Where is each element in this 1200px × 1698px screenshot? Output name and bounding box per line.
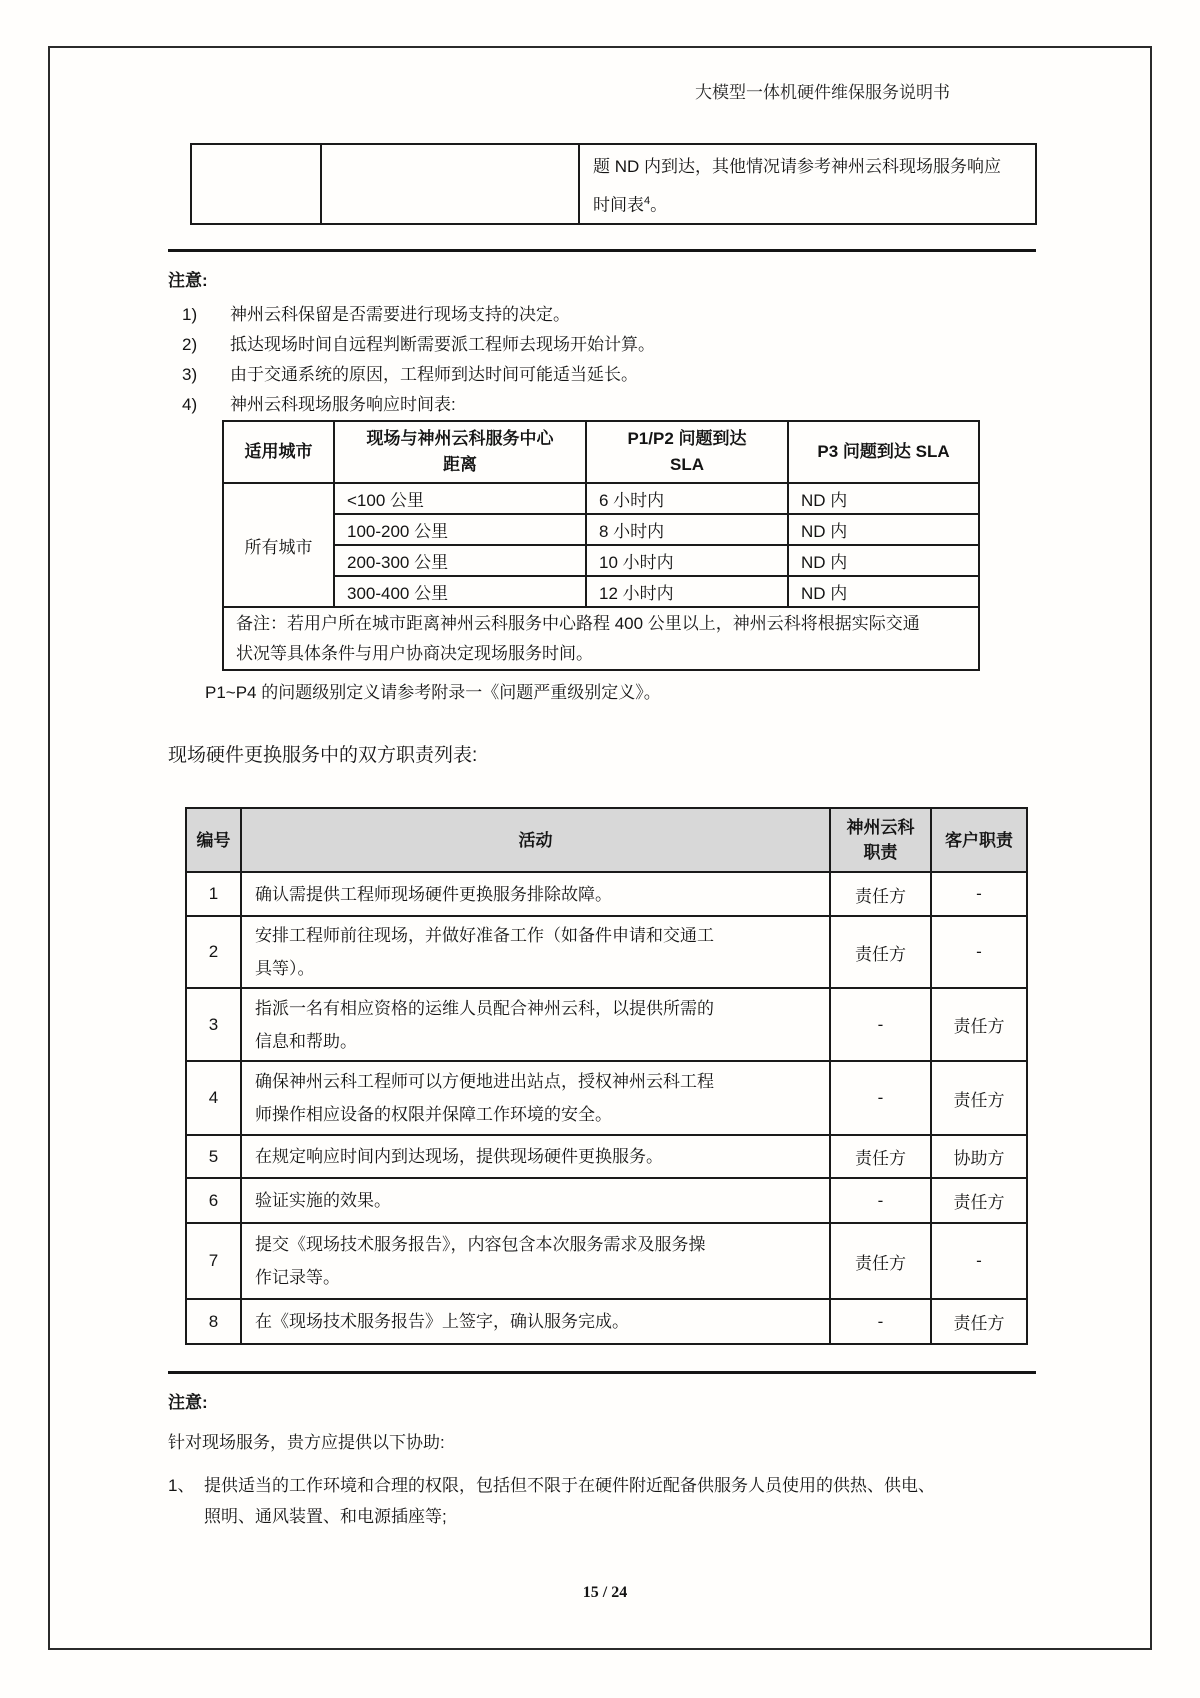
assistance-item-text: 提供适当的工作环境和合理的权限，包括但不限于在硬件附近配备供服务人员使用的供热、供电、 照明、通风装置、和电源插座等; [204, 1476, 935, 1526]
sla-remark-cell: 备注：若用户所在城市距离神州云科服务中心路程 400 公里以上，神州云科将根据实际交通 状况等具体条件与用户协商决定现场服务时间。 [223, 607, 979, 670]
sla-row: 200-300 公里 10 小时内 ND 内 [223, 545, 979, 576]
note-item-number: 2) [182, 335, 198, 354]
problem-level-note: P1~P4 的问题级别定义请参考附录一《问题严重级别定义》。 [205, 683, 661, 702]
table-row: 4 确保神州云科工程师可以方便地进出站点，授权神州云科工程 师操作相应设备的权限并保障工作环境的安全。 - 责任方 [186, 1061, 1027, 1135]
notice-label-top: 注意: [168, 271, 208, 290]
carryover-empty-cell-1 [191, 144, 321, 224]
assistance-item-1 [168, 1470, 1053, 1532]
table-row: 2 安排工程师前往现场，并做好准备工作（如备件申请和交通工 具等）。 责任方 - [186, 916, 1027, 988]
table-row: 6 验证实施的效果。 - 责任方 [186, 1178, 1027, 1223]
note-item-4 [182, 393, 456, 417]
note-item-text: 神州云科现场服务响应时间表: [230, 395, 456, 414]
note-item-number: 1) [182, 305, 198, 324]
carryover-table [190, 143, 1037, 225]
note-item-number: 4) [182, 395, 198, 414]
section-divider-rule [168, 1371, 1036, 1374]
sla-response-time-table [222, 420, 980, 671]
note-item-number: 3) [182, 365, 198, 384]
sla-header-p1p2: P1/P2 问题到达 SLA [586, 421, 788, 483]
sla-header-distance: 现场与神州云科服务中心 距离 [334, 421, 586, 483]
note-item-text: 由于交通系统的原因，工程师到达时间可能适当延长。 [230, 365, 638, 384]
sla-header-p3: P3 问题到达 SLA [788, 421, 979, 483]
table-row: 1 确认需提供工程师现场硬件更换服务排除故障。 责任方 - [186, 872, 1027, 916]
footnote-ref: 4 [644, 195, 651, 207]
note-item-3 [182, 363, 638, 387]
table-row: 8 在《现场技术服务报告》上签字，确认服务完成。 - 责任方 [186, 1299, 1027, 1344]
sla-row: 300-400 公里 12 小时内 ND 内 [223, 576, 979, 607]
responsibilities-table [185, 807, 1028, 1345]
table-row: 7 提交《现场技术服务报告》，内容包含本次服务需求及服务操 作记录等。 责任方 - [186, 1223, 1027, 1299]
sla-header-city: 适用城市 [223, 421, 334, 483]
resp-header-customer: 客户职责 [931, 808, 1027, 872]
section-divider-rule [168, 249, 1036, 252]
note-item-text: 抵达现场时间自远程判断需要派工程师去现场开始计算。 [230, 335, 655, 354]
section-title: 现场硬件更换服务中的双方职责列表: [168, 745, 478, 766]
resp-header-no: 编号 [186, 808, 241, 872]
assistance-item-number: 1、 [168, 1476, 195, 1495]
table-row: 5 在规定响应时间内到达现场，提供现场硬件更换服务。 责任方 协助方 [186, 1135, 1027, 1178]
sla-city-cell: 所有城市 [223, 483, 334, 607]
carryover-line-2: 时间表$^4$。 [593, 195, 668, 215]
resp-header-vendor: 神州云科 职责 [830, 808, 931, 872]
notice-label-bottom: 注意: [168, 1393, 208, 1412]
sla-row: 所有城市 <100 公里 6 小时内 ND 内 [223, 483, 979, 514]
note-item-text: 神州云科保留是否需要进行现场支持的决定。 [230, 305, 570, 324]
resp-header-activity: 活动 [241, 808, 830, 872]
carryover-line-1: 题 ND 内到达，其他情况请参考神州云科现场服务响应 [593, 157, 1001, 176]
assistance-intro: 针对现场服务，贵方应提供以下协助: [168, 1433, 445, 1452]
carryover-empty-cell-2 [321, 144, 579, 224]
carryover-text-cell [579, 144, 1036, 224]
note-item-1 [182, 303, 570, 327]
sla-row: 100-200 公里 8 小时内 ND 内 [223, 514, 979, 545]
doc-header-title: 大模型一体机硬件维保服务说明书 [695, 83, 950, 102]
page-number: 15 / 24 [582, 1584, 628, 1601]
table-row: 3 指派一名有相应资格的运维人员配合神州云科，以提供所需的 信息和帮助。 - 责任方 [186, 988, 1027, 1061]
note-item-2 [182, 333, 655, 357]
